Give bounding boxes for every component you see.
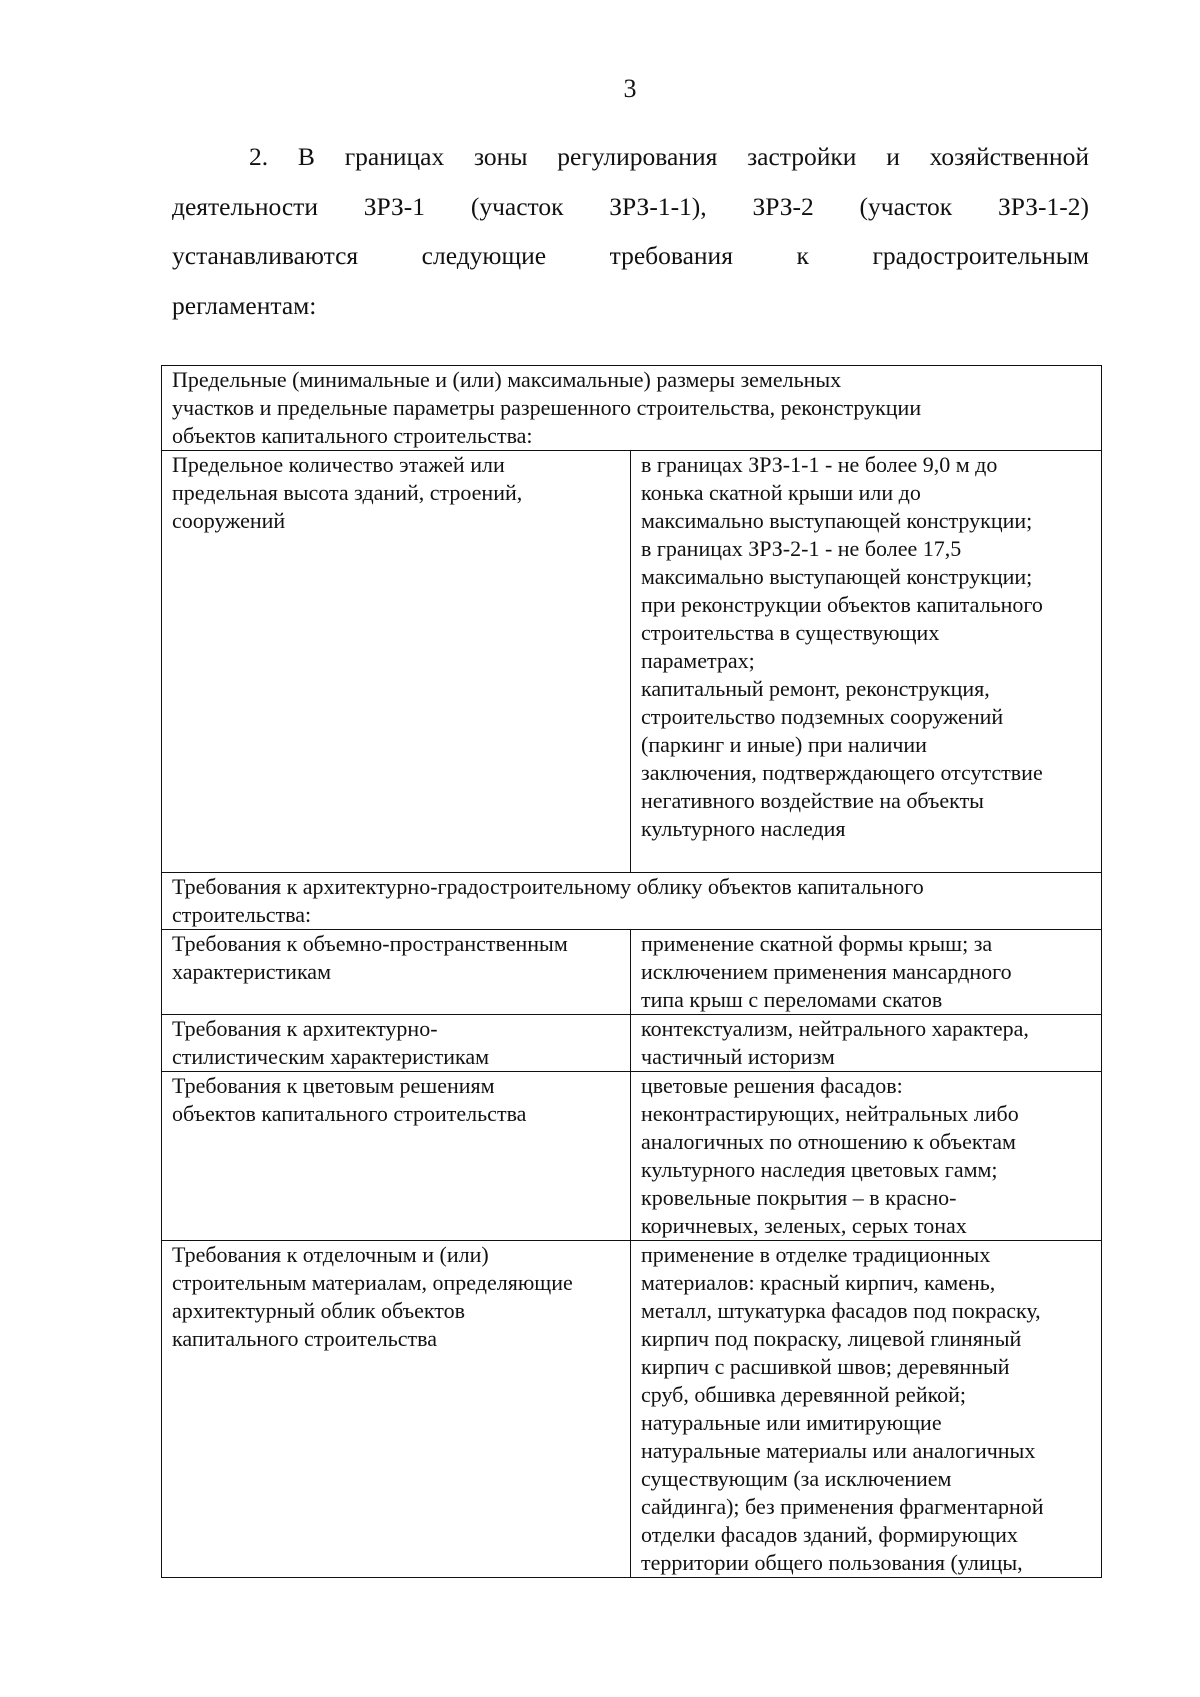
cell-line: конька скатной крыши или до	[641, 480, 921, 505]
cell-line: культурного наследия	[641, 816, 846, 841]
page-number: 3	[623, 74, 637, 103]
cell-line: параметрах;	[641, 648, 755, 673]
cell-line: контекстуализм, нейтрального характера,	[641, 1016, 1029, 1041]
cell-line: натуральные материалы или аналогичных	[641, 1438, 1036, 1463]
table-row	[162, 1072, 1102, 1241]
cell-line: максимально выступающей конструкции;	[641, 508, 1033, 533]
cell-line: Требования к объемно-пространственным	[172, 931, 568, 956]
cell-line: материалов: красный кирпич, камень,	[641, 1270, 996, 1295]
table-row	[162, 930, 1102, 1015]
cell-line: при реконструкции объектов капитального	[641, 592, 1043, 617]
table-row	[162, 451, 1102, 873]
row-value-color	[631, 1072, 1102, 1241]
section-header-row	[162, 366, 1102, 451]
row-label-stylistic	[162, 1015, 631, 1072]
row-value-volume-spatial	[631, 930, 1102, 1015]
intro-line: устанавливаются следующие требования к градостроительным	[172, 241, 1089, 270]
cell-line: в границах ЗРЗ-2-1 - не более 17,5	[641, 536, 962, 561]
cell-line: Требования к отделочным и (или)	[172, 1242, 489, 1267]
row-label-materials	[162, 1241, 631, 1578]
cell-line: коричневых, зеленых, серых тонах	[641, 1213, 967, 1238]
cell-line: стилистическим характеристикам	[172, 1044, 490, 1069]
row-value-stylistic	[631, 1015, 1102, 1072]
cell-line: объектов капитального строительства	[172, 1101, 527, 1126]
cell-line: кирпич под покраску, лицевой глиняный	[641, 1326, 1022, 1351]
row-label-floors-height	[162, 451, 631, 873]
cell-line: негативного воздействие на объекты	[641, 788, 984, 813]
cell-line: строительства:	[172, 902, 312, 927]
cell-line: применение скатной формы крыш; за	[641, 931, 993, 956]
cell-line: архитектурный облик объектов	[172, 1298, 465, 1323]
cell-line: характеристикам	[172, 959, 331, 984]
cell-line: аналогичных по отношению к объектам	[641, 1129, 1016, 1154]
intro-paragraph	[172, 132, 1089, 330]
intro-line: 2. В границах зоны регулирования застройки и хозяйственной	[249, 142, 1089, 171]
cell-line: применение в отделке традиционных	[641, 1242, 991, 1267]
cell-line: натуральные или имитирующие	[641, 1410, 942, 1435]
cell-line: в границах ЗРЗ-1-1 - не более 9,0 м до	[641, 452, 998, 477]
row-label-color	[162, 1072, 631, 1241]
cell-line: металл, штукатурка фасадов под покраску,	[641, 1298, 1041, 1323]
cell-line: существующим (за исключением	[641, 1466, 952, 1491]
table-row	[162, 1241, 1102, 1578]
cell-line: Требования к цветовым решениям	[172, 1073, 495, 1098]
section-header-limits	[162, 366, 1102, 451]
cell-line: сруб, обшивка деревянной рейкой;	[641, 1382, 967, 1407]
cell-line: неконтрастирующих, нейтральных либо	[641, 1101, 1019, 1126]
cell-line: исключением применения мансардного	[641, 959, 1012, 984]
cell-line: капитального строительства	[172, 1326, 438, 1351]
cell-line: кровельные покрытия – в красно-	[641, 1185, 957, 1210]
cell-line: сайдинга); без применения фрагментарной	[641, 1494, 1044, 1519]
cell-line: участков и предельные параметры разрешенного строительства, реконструкции	[172, 395, 922, 420]
cell-line: частичный историзм	[641, 1044, 835, 1069]
cell-line: культурного наследия цветовых гамм;	[641, 1157, 998, 1182]
cell-line: сооружений	[172, 508, 286, 533]
cell-line: кирпич с расшивкой швов; деревянный	[641, 1354, 1010, 1379]
cell-line: капитальный ремонт, реконструкция,	[641, 676, 990, 701]
cell-line: строительным материалам, определяющие	[172, 1270, 573, 1295]
cell-line: (паркинг и иные) при наличии	[641, 732, 927, 757]
cell-line: строительство подземных сооружений	[641, 704, 1004, 729]
cell-line: типа крыш с переломами скатов	[641, 987, 943, 1012]
cell-line: Требования к архитектурно-градостроительному облику объектов капитального	[172, 874, 924, 899]
cell-line: максимально выступающей конструкции;	[641, 564, 1033, 589]
cell-line: объектов капитального строительства:	[172, 423, 533, 448]
cell-line: цветовые решения фасадов:	[641, 1073, 903, 1098]
cell-line: заключения, подтверждающего отсутствие	[641, 760, 1043, 785]
intro-line: деятельности ЗРЗ-1 (участок ЗРЗ-1-1), ЗРЗ-2 (участок ЗРЗ-1-2)	[172, 191, 1089, 221]
table-row	[162, 1015, 1102, 1072]
row-value-floors-height	[631, 451, 1102, 873]
section-header-appearance	[162, 873, 1102, 930]
regulations-table	[161, 365, 1102, 1578]
cell-line: Предельные (минимальные и (или) максимальные) размеры земельных	[172, 367, 842, 392]
cell-line: отделки фасадов зданий, формирующих	[641, 1522, 1018, 1547]
cell-line: Требования к архитектурно-	[172, 1016, 438, 1041]
intro-line: регламентам:	[172, 290, 317, 320]
cell-line: строительства в существующих	[641, 620, 940, 645]
row-value-materials	[631, 1241, 1102, 1578]
cell-line: предельная высота зданий, строений,	[172, 480, 523, 505]
cell-line: территории общего пользования (улицы,	[641, 1550, 1023, 1575]
section-header-row	[162, 873, 1102, 930]
cell-line: Предельное количество этажей или	[172, 452, 505, 477]
row-label-volume-spatial	[162, 930, 631, 1015]
